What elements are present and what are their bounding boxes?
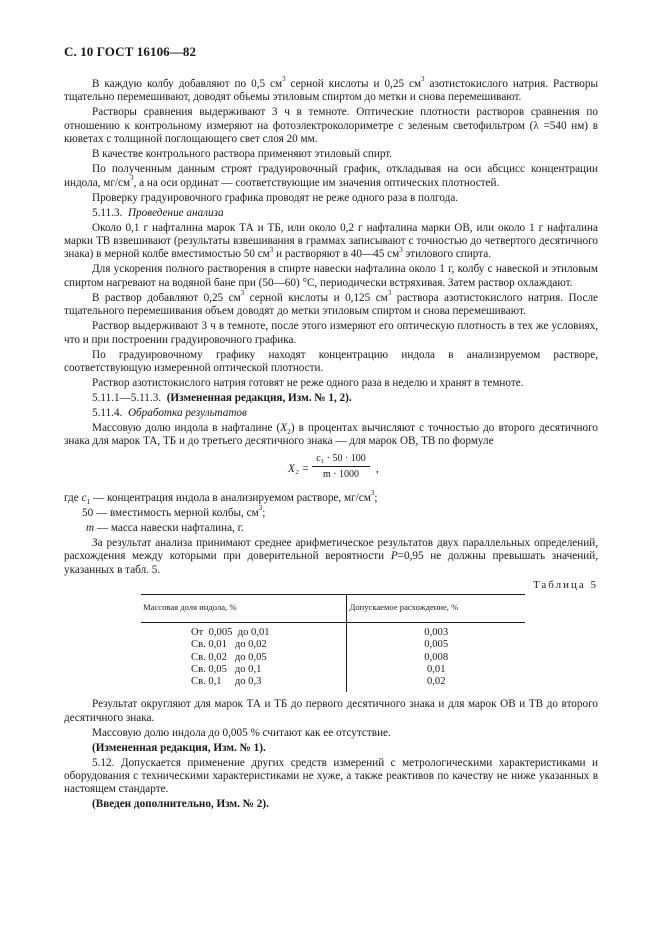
page-header: С. 10 ГОСТ 16106—82 (64, 44, 197, 59)
table-5 (141, 594, 525, 692)
where-line: m — масса навески нафталина, г. (86, 521, 244, 534)
formula: X₂ = $\frac{\text{c₁ · 50 · 100}}{m \cdot 1000}$ , (288, 452, 379, 481)
table-header: Массовая доля индола, % (141, 594, 347, 622)
paragraph: В раствор добавляют 0,25 $см^3$ серной кислоты и 0,125 $см^3$ раствора азотистокислого натрия. После тщательного перемешивания объем доводят до метки этиловым спиртом и снова перемешивают. (64, 289, 598, 318)
formula-fraction (312, 452, 370, 482)
paragraph: По градуировочному графику находят концентрацию индола в анализируемом растворе, соответствующую измеренной оптической плотности. (64, 348, 598, 375)
where-line: где $c_1$ — концентрация индола в анализируемом растворе, $мг/см^3$; (64, 489, 378, 507)
paragraph: Результат округляют для марок ТА и ТБ до первого десятичного знака и для марок ОВ и ТВ до второго десятичного знака. (64, 698, 598, 724)
table-row: Св. 0,02 до 0,05 0,008 (141, 652, 525, 664)
paragraph: Раствор азотистокислого натрия готовят не реже одного раза в неделю и хранят в темноте. (92, 377, 524, 390)
paragraph: Растворы сравнения выдерживают 3 ч в темноте. Оптические плотности растворов сравнения по отношению к контрольному измеряют на фотоэлектроколориметре с зеленым светофильтром (λ =540 нм) в кюветах с толщиной поглощающего свет слоя 20 мм. (64, 106, 598, 146)
table-caption: Таблица 5 (532, 578, 598, 591)
formula-intro: Массовую долю индола в нафталине $(X_2)$ в процентах вычисляют с точностью до второго десятичного знака для марок ТА, ТБ и до третьего десятичного знака — для марок ОВ, ТВ по формуле (64, 422, 598, 448)
amendment-note: (Измененная редакция, Изм. № 1). (92, 741, 266, 754)
formula-denominator: m · 1000 (322, 469, 360, 481)
table-row: Св. 0,01 до 0,02 0,005 (141, 639, 525, 651)
amendment-note: 5.11.1—5.11.3. (Измененная редакция, Изм. № 1, 2). (92, 392, 352, 405)
paragraph-5-12: 5.12. Допускается применение других средств измерений с метрологическими характеристиками и оборудования с техническими характеристиками не хуже, а также реактивов по качеству не ниже указанных в настоящем стандарте. (64, 756, 598, 796)
paragraph: Раствор выдерживают 3 ч в темноте, после этого измеряют его оптическую плотность в тех же условиях, что и при построении градуировочного графика. (64, 320, 598, 346)
paragraph: Массовую долю индола до 0,005 % считают как ее отсутствие. (92, 726, 391, 739)
paragraph: Для ускорения полного растворения в спирте навески нафталина около 1 г, колбу с навеской и этиловым спиртом нагревают на водяной бане при (50—60) °С, периодически встряхивая. Затем раствор охлаждают. (64, 263, 598, 289)
table-header: Допускаемое расхождение, % (347, 594, 525, 622)
paragraph: За результат анализа принимают среднее арифметическое результатов двух параллельных определений, расхождения между которыми при доверительной вероятности P=0,95 не должны превышать значений, указанных в табл. 5. (64, 536, 598, 576)
where-line: 50 — вместимость мерной колбы, $см^3$; (82, 504, 266, 519)
section-heading-5114: 5.11.4. Обработка результатов (92, 407, 247, 420)
paragraph: Около 0,1 г нафталина марок ТА и ТБ, или около 0,2 г нафталина марки ОВ, или около 1 г нафталина марки ТВ взвешивают (результаты взвешивания в граммах записывают с точностью до четвертого десятичного знака) в мерной колбе вместимостью 50 $см^3$ и растворяют в 40—45 $см^3$ этилового спирта. (64, 221, 598, 261)
paragraph: В каждую колбу добавляют по 0,5 $см^3$ серной кислоты и 0,25 $см^3$ азотистокислого натрия. Растворы тщательно перемешивают, доводят объемы этиловым спиртом до метки и снова перемешивают. (64, 75, 598, 104)
formula-lhs: X₂ = (288, 462, 310, 475)
table-row: От 0,005 до 0,01 0,003 (141, 623, 525, 640)
table-row: Св. 0,1 до 0,3 0,02 (141, 676, 525, 692)
section-heading-5113: 5.11.3. Проведение анализа (92, 206, 224, 219)
document-body (64, 75, 598, 813)
paragraph: По полученным данным строят градуировочный график, откладывая на оси абсцисс концентрации индола, $мг/см^3$, а на оси ординат — соответствующие им значения оптических плотностей. (64, 163, 598, 189)
amendment-note: (Введен дополнительно, Изм. № 2). (92, 798, 269, 811)
paragraph: В качестве контрольного раствора применяют этиловый спирт. (92, 148, 393, 161)
paragraph: Проверку градуировочного графика проводят не реже одного раза в полгода. (92, 191, 459, 204)
table-row: Св. 0,05 до 0,1 0,01 (141, 664, 525, 676)
formula-numerator: c₁ · 50 · 100 (312, 452, 370, 467)
